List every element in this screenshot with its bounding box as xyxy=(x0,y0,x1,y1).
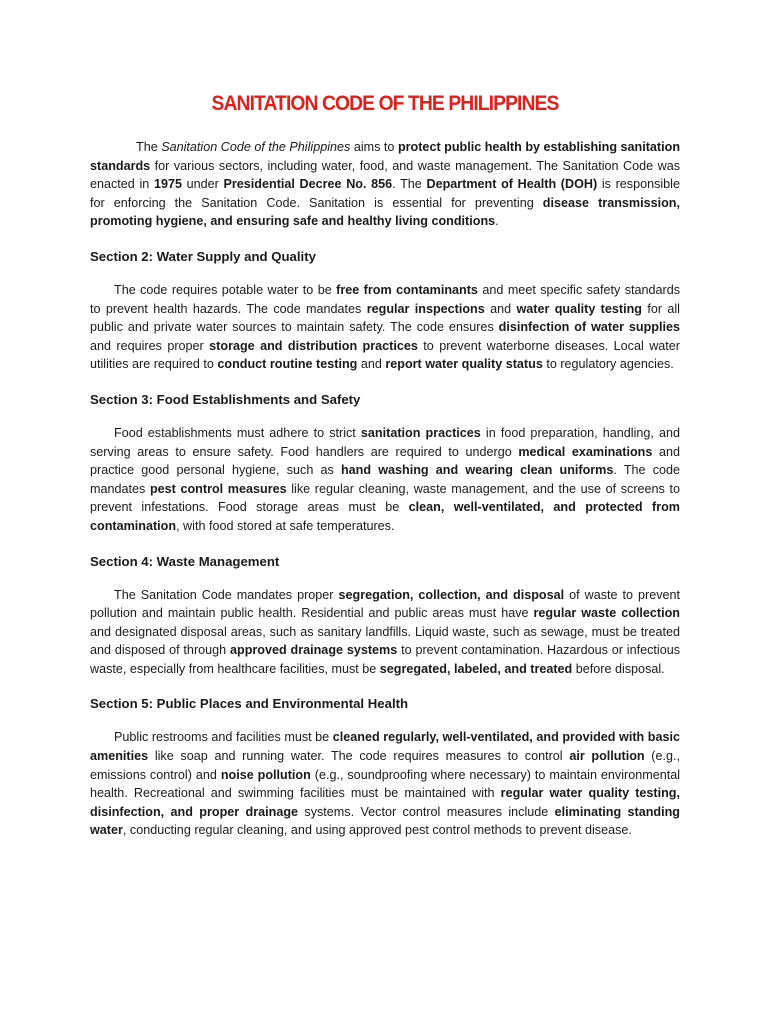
emphasis-text: report water quality status xyxy=(385,357,543,372)
emphasis-text: storage and distribution practices xyxy=(209,338,418,353)
section-heading: Section 4: Waste Management xyxy=(90,553,280,569)
emphasis-text: eliminating standing water xyxy=(90,804,680,838)
emphasis-text: air pollution xyxy=(569,749,645,764)
emphasis-text: clean, well-ventilated, and protected from contamination xyxy=(90,500,681,533)
body-text: of waste to prevent pollution and maintain public health. Residential and public areas must have xyxy=(90,587,681,621)
emphasis-text: free from contaminants xyxy=(336,282,478,297)
section-heading: Section 2: Water Supply and Quality xyxy=(90,248,316,264)
body-text: . xyxy=(495,214,499,229)
section-5 xyxy=(90,696,680,840)
body-text: to prevent waterborne diseases. Local water utilities are required to xyxy=(90,338,680,372)
document-title: SANITATION CODE OF THE PHILIPPINES xyxy=(211,92,559,115)
body-text: is responsible for enforcing the Sanitation Code. Sanitation is essential for preventing xyxy=(90,177,680,210)
body-text: before disposal. xyxy=(572,661,665,676)
body-text: like soap and running water. The code requires measures to control xyxy=(148,749,570,764)
body-text: , conducting regular cleaning, and using approved pest control methods to prevent disease. xyxy=(122,823,632,838)
emphasis-text: Department of Health (DOH) xyxy=(426,177,598,192)
body-text: under xyxy=(181,177,224,192)
section-body xyxy=(90,728,680,840)
emphasis-text: conduct routine testing xyxy=(217,357,358,372)
emphasis-text: noise pollution xyxy=(220,767,311,782)
section-heading: Section 5: Public Places and Environmental Health xyxy=(90,696,409,712)
section-body xyxy=(90,281,680,374)
emphasis-text: 1975 xyxy=(153,177,182,192)
body-text: Food establishments must adhere to strict xyxy=(114,425,361,440)
emphasis-text: regular waste collection xyxy=(533,606,680,621)
emphasis-text: segregation, collection, and disposal xyxy=(338,587,565,602)
emphasis-text: approved drainage systems xyxy=(230,643,398,658)
body-text: The code requires potable water to be xyxy=(114,282,337,297)
emphasis-text: water quality testing xyxy=(516,301,642,316)
body-text: (e.g., soundproofing where necessary) to maintain environmental health. Recreational and swimming facilities must be maintained with xyxy=(90,767,681,801)
body-text: and designated disposal areas, such as sanitary landfills. Liquid waste, such as sewage, must be treated and disposed of through xyxy=(90,624,680,658)
emphasis-text: segregated, labeled, and treated xyxy=(379,661,573,676)
emphasis-text: cleaned regularly, well-ventilated, and provided with basic amenities xyxy=(90,730,680,764)
emphasis-text: Presidential Decree No. 856 xyxy=(223,177,393,192)
emphasis-text: regular inspections xyxy=(366,301,485,316)
body-text: . The xyxy=(392,177,427,192)
emphasis-text: disease transmission, promoting hygiene, and ensuring safe and healthy living conditions xyxy=(90,195,680,229)
emphasis-text: disinfection of water supplies xyxy=(498,320,680,335)
italic-text: Sanitation Code of the Philippines xyxy=(161,140,351,154)
section-4 xyxy=(90,554,680,679)
body-text: (e.g., emissions control) and xyxy=(90,749,681,782)
body-text: , with food stored at safe temperatures. xyxy=(176,518,395,533)
body-text: to prevent contamination. Hazardous or infectious waste, especially from healthcare facilities, must be xyxy=(90,643,681,676)
body-text: systems. Vector control measures include xyxy=(298,804,555,819)
body-text: and requires proper xyxy=(90,338,210,353)
emphasis-text: regular water quality testing, disinfection, and proper drainage xyxy=(90,786,680,819)
section-heading: Section 3: Food Establishments and Safety xyxy=(90,391,361,407)
emphasis-text: protect public health by establishing sanitation standards xyxy=(90,140,681,173)
body-text: in food preparation, handling, and serving areas to ensure safety. Food handlers are required to undergo xyxy=(90,425,680,459)
section-body xyxy=(90,424,680,536)
emphasis-text: hand washing and wearing clean uniforms xyxy=(340,463,614,478)
emphasis-text: sanitation practices xyxy=(360,425,481,440)
section-3 xyxy=(90,392,680,536)
body-text: and practice good personal hygiene, such as xyxy=(90,444,681,478)
intro-paragraph xyxy=(90,138,680,231)
body-text: for various sectors, including water, food, and waste management. The Sanitation Code was enacted in xyxy=(90,158,680,192)
body-text: and xyxy=(484,301,517,316)
emphasis-text: pest control measures xyxy=(149,481,287,496)
body-text: The Sanitation Code mandates proper xyxy=(114,587,339,602)
body-text: and meet specific safety standards to prevent health hazards. The code mandates xyxy=(90,282,681,316)
body-text: . The code mandates xyxy=(90,463,681,496)
emphasis-text: medical examinations xyxy=(518,444,653,459)
body-text: aims to xyxy=(350,140,398,154)
body-text: The xyxy=(136,140,162,154)
body-text: and xyxy=(357,357,386,372)
body-text: Public restrooms and facilities must be xyxy=(114,730,333,745)
body-text: for all public and private water sources to maintain safety. The code ensures xyxy=(90,301,680,335)
body-text: to regulatory agencies. xyxy=(542,357,674,372)
section-body xyxy=(90,586,680,679)
body-text: like regular cleaning, waste management, and the use of screens to prevent infestations. Food storage areas must be xyxy=(90,481,680,515)
section-2 xyxy=(90,249,680,374)
